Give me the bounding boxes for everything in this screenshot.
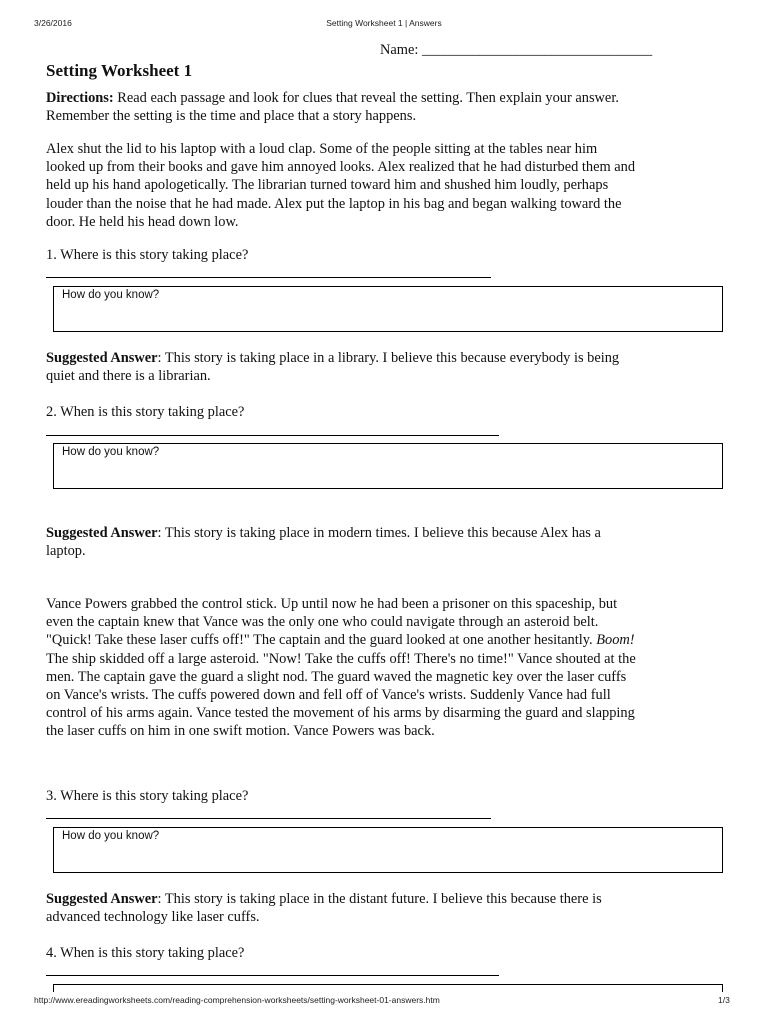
- page-number: 1/3: [718, 995, 730, 1005]
- answer-text: quiet and there is a librarian.: [46, 368, 211, 385]
- directions-line-1: Read each passage and look for clues that reveal the setting. Then explain your answer.: [113, 90, 619, 106]
- name-field[interactable]: [380, 41, 652, 59]
- suggested-answer-3: [46, 890, 602, 926]
- question-2: 2. When is this story taking place?: [46, 404, 245, 420]
- passage-2-line: men. The captain gave the guard a slight nod. The guard waved the magnetic key over the laser cuffs: [46, 668, 627, 685]
- box-label: How do you know?: [62, 830, 160, 842]
- directions-label: Directions:: [46, 90, 114, 106]
- name-blank: ________________________________: [421, 42, 653, 58]
- passage-2-line: even the captain knew that Vance was the only one who could navigate through an asteroid belt.: [46, 614, 599, 631]
- name-label: Name:: [380, 42, 419, 58]
- passage-2-line: [46, 631, 636, 649]
- suggested-answer-label: Suggested Answer: [46, 350, 158, 366]
- passage-2-line: The ship skidded off a large asteroid. "Now! Take the cuffs off! There's no time!" Vance shouted at the: [46, 650, 636, 667]
- passage-1-line: louder than the noise that he had made. Alex put the laptop in his bag and began walking toward the: [46, 195, 622, 212]
- print-title: Setting Worksheet 1 | Answers: [326, 18, 442, 28]
- worksheet-title: Setting Worksheet 1: [46, 61, 193, 80]
- answer-line-1[interactable]: [46, 277, 491, 278]
- question-1: 1. Where is this story taking place?: [46, 247, 249, 263]
- boom-emphasis: Boom!: [596, 632, 635, 649]
- passage-1-line: Alex shut the lid to his laptop with a loud clap. Some of the people sitting at the tables near him: [46, 141, 598, 157]
- how-do-you-know-box-3[interactable]: [53, 827, 723, 873]
- answer-line-3[interactable]: [46, 818, 491, 819]
- how-do-you-know-box-2[interactable]: [53, 443, 723, 489]
- answer-text: laptop.: [46, 543, 86, 560]
- question-3: 3. Where is this story taking place?: [46, 788, 249, 804]
- passage-1-line: door. He held his head down low.: [46, 213, 239, 230]
- passage-1-line: held up his hand apologetically. The librarian turned toward him and shushed him loudly, perhaps: [46, 177, 609, 194]
- how-do-you-know-box-4[interactable]: [53, 984, 723, 992]
- passage-2-line: Vance Powers grabbed the control stick. Up until now he had been a prisoner on this spaceship, but: [46, 596, 618, 612]
- answer-text: : This story is taking place in modern times. I believe this because Alex has a: [157, 525, 601, 541]
- box-label: How do you know?: [62, 289, 160, 301]
- answer-line-4[interactable]: [46, 975, 499, 976]
- box-label: How do you know?: [62, 446, 160, 458]
- passage-2-text: "Quick! Take these laser cuffs off!" The captain and the guard looked at one another hesitantly.: [46, 632, 597, 649]
- suggested-answer-1: [46, 349, 619, 385]
- answer-text: : This story is taking place in a library. I believe this because everybody is being: [157, 350, 620, 366]
- directions: [46, 89, 619, 125]
- question-4: 4. When is this story taking place?: [46, 945, 245, 961]
- passage-1-line: looked up from their books and gave him annoyed looks. Alex realized that he had disturbed them and: [46, 159, 636, 176]
- suggested-answer-label: Suggested Answer: [46, 525, 158, 541]
- passage-2-line: the laser cuffs on him in one swift motion. Vance Powers was back.: [46, 723, 435, 740]
- answer-text: : This story is taking place in the distant future. I believe this because there is: [157, 891, 602, 907]
- how-do-you-know-box-1[interactable]: [53, 286, 723, 332]
- directions-line-2: Remember the setting is the time and place that a story happens.: [46, 108, 417, 125]
- passage-2-line: on Vance's wrists. The cuffs powered down and fell off of Vance's wrists. Suddenly Vance had full: [46, 687, 611, 704]
- footer-url[interactable]: http://www.ereadingworksheets.com/reading-comprehension-worksheets/setting-worksheet-01-answers.htm: [34, 995, 440, 1005]
- passage-2-line: control of his arms again. Vance tested the movement of his arms by disarming the guard and slapping: [46, 705, 635, 722]
- suggested-answer-2: [46, 524, 601, 560]
- print-date: 3/26/2016: [34, 18, 72, 28]
- answer-line-2[interactable]: [46, 435, 499, 436]
- suggested-answer-label: Suggested Answer: [46, 891, 158, 907]
- passage-1: [46, 140, 635, 231]
- answer-text: advanced technology like laser cuffs.: [46, 909, 260, 926]
- passage-2: [46, 595, 636, 741]
